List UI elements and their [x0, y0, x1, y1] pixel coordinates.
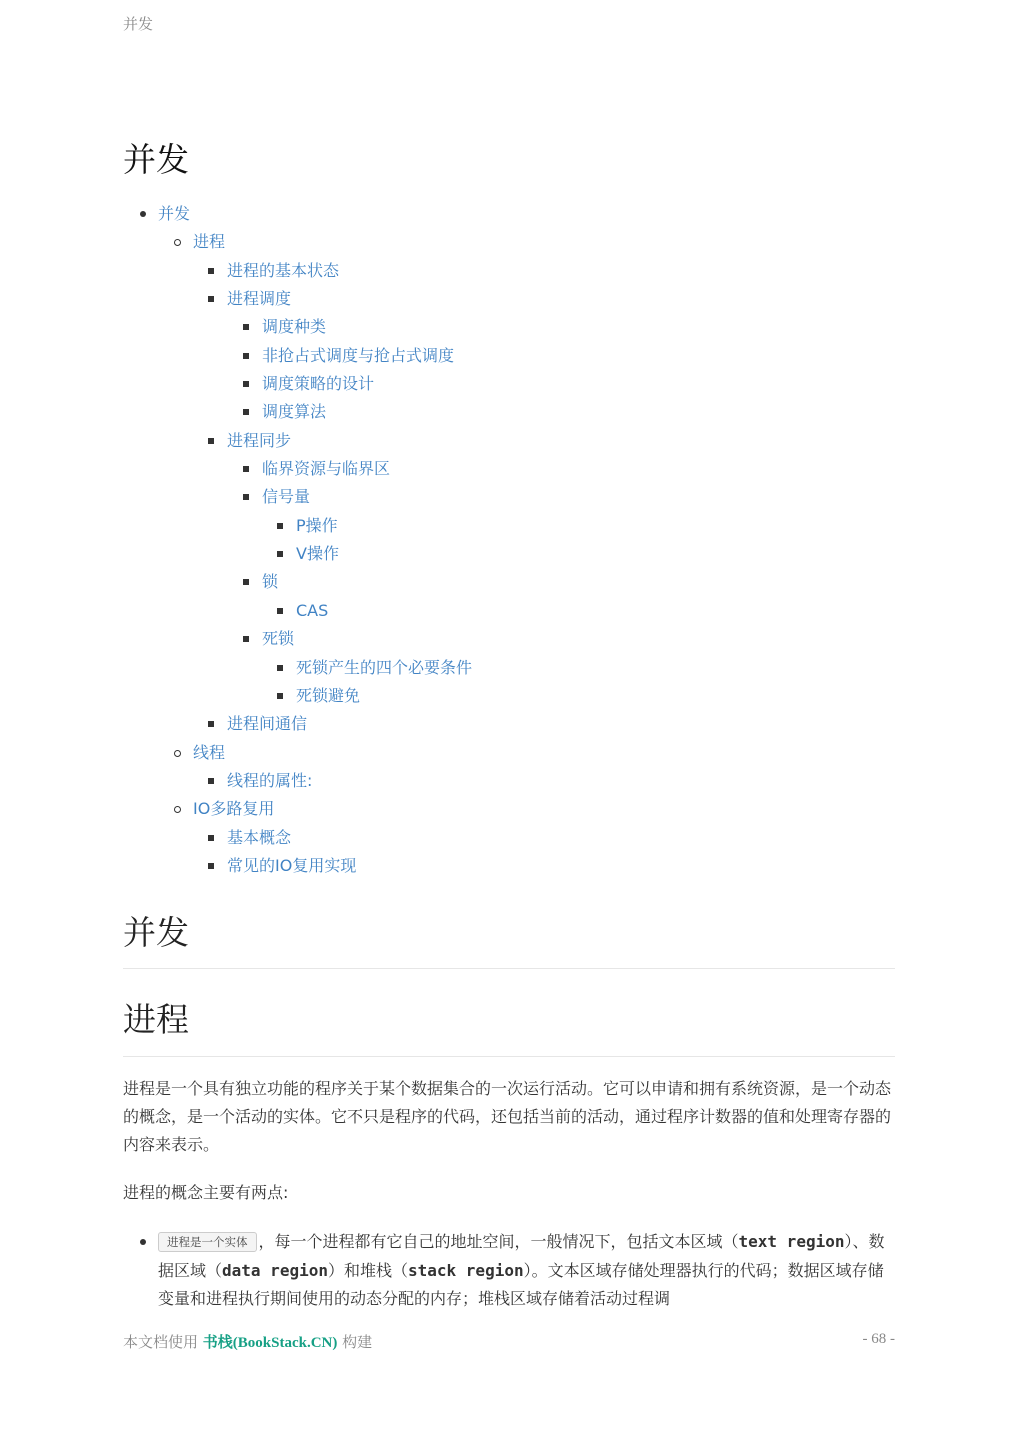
toc-item	[123, 257, 895, 285]
toc-item	[123, 597, 895, 625]
toc-bullet	[277, 523, 283, 529]
toc-link[interactable]: IO多路复用	[193, 799, 275, 819]
section-divider	[123, 968, 895, 969]
table-of-contents	[123, 200, 895, 880]
inline-code: data region	[222, 1260, 328, 1280]
toc-bullet	[208, 721, 214, 727]
text-span: ）。文本区域存储处理器执行的代码；数据区域存储变量和进程执行期间使用的动态分配的内存；堆栈区域存储着活动过程调	[158, 1260, 884, 1308]
text-span: ）和堆栈（	[327, 1260, 408, 1280]
toc-item	[123, 824, 895, 852]
toc-item	[123, 370, 895, 398]
toc-bullet	[208, 268, 214, 274]
toc-item	[123, 654, 895, 682]
toc-link[interactable]: P操作	[296, 515, 338, 535]
toc-item	[123, 739, 895, 767]
toc-link[interactable]: 死锁	[262, 629, 295, 649]
toc-bullet	[243, 353, 249, 359]
bullet-dot	[140, 1239, 146, 1245]
inline-code: text region	[738, 1232, 845, 1251]
toc-bullet	[277, 551, 283, 557]
text-span: ，每一个进程都有它自己的地址空间，一般情况下，包括文本区域（	[258, 1232, 739, 1251]
section-heading-concurrency: 并发	[123, 913, 189, 952]
toc-item	[123, 313, 895, 341]
toc-item	[123, 682, 895, 710]
footer-prefix: 本文档使用	[123, 1333, 199, 1351]
toc-item	[123, 540, 895, 568]
toc-link[interactable]: 信号量	[262, 487, 311, 507]
toc-item	[123, 852, 895, 880]
toc-item	[123, 568, 895, 596]
toc-bullet	[174, 750, 181, 757]
footer-suffix: 构建	[342, 1333, 373, 1351]
toc-link[interactable]: 常见的IO复用实现	[227, 855, 357, 875]
toc-item	[123, 427, 895, 455]
footer-credit	[123, 1331, 372, 1352]
bookstack-link[interactable]: 书栈(BookStack.CN)	[202, 1335, 338, 1351]
toc-item	[123, 767, 895, 795]
page-title: 并发	[123, 140, 189, 179]
page-number: - 68 -	[862, 1331, 895, 1347]
toc-bullet	[243, 494, 249, 500]
toc-link[interactable]: 进程的基本状态	[227, 260, 340, 280]
inline-tag: 进程是一个实体	[158, 1232, 257, 1252]
process-definition-paragraph: 进程是一个具有独立功能的程序关于某个数据集合的一次运行活动。它可以申请和拥有系统资源，是一个动态的概念，是一个活动的实体。它不只是程序的代码，还包括当前的活动，通过程序计数器的值和处理寄存器的内容来表示。	[123, 1079, 892, 1154]
toc-bullet	[243, 324, 249, 330]
toc-link[interactable]: 调度算法	[262, 402, 327, 422]
toc-item	[123, 512, 895, 540]
toc-bullet	[208, 296, 214, 302]
toc-link[interactable]: 非抢占式调度与抢占式调度	[262, 345, 455, 365]
toc-link[interactable]: 进程调度	[227, 289, 292, 309]
toc-bullet	[243, 636, 249, 642]
toc-item	[123, 342, 895, 370]
toc-bullet	[277, 608, 283, 614]
toc-link[interactable]: 基本概念	[227, 827, 292, 847]
toc-bullet	[140, 211, 146, 217]
toc-bullet	[174, 239, 181, 246]
toc-item	[123, 228, 895, 256]
toc-link[interactable]: 死锁产生的四个必要条件	[296, 657, 473, 677]
toc-item	[123, 200, 895, 228]
toc-link[interactable]: 调度策略的设计	[262, 374, 375, 394]
running-header: 并发	[123, 15, 154, 33]
toc-link[interactable]: 进程间通信	[227, 714, 308, 734]
toc-link[interactable]: 线程	[193, 742, 226, 762]
toc-item	[123, 710, 895, 738]
toc-bullet	[277, 665, 283, 671]
toc-list	[123, 200, 895, 880]
toc-item	[123, 398, 895, 426]
toc-link[interactable]: 线程的属性:	[227, 770, 313, 790]
toc-link[interactable]: 死锁避免	[296, 685, 361, 705]
toc-bullet	[243, 466, 249, 472]
toc-bullet	[277, 693, 283, 699]
toc-link[interactable]: 进程同步	[227, 430, 292, 450]
toc-link[interactable]: 并发	[158, 204, 191, 223]
toc-link[interactable]: 调度种类	[262, 317, 327, 337]
toc-bullet	[208, 835, 214, 841]
toc-bullet	[208, 778, 214, 784]
toc-link[interactable]: 进程	[193, 232, 226, 252]
toc-link[interactable]: CAS	[296, 600, 329, 620]
toc-bullet	[208, 438, 214, 444]
toc-item	[123, 455, 895, 483]
toc-bullet	[243, 579, 249, 585]
list-item-text	[158, 1228, 893, 1314]
toc-item	[123, 795, 895, 823]
toc-link[interactable]: 锁	[262, 572, 279, 592]
section-divider	[123, 1056, 895, 1057]
toc-bullet	[243, 409, 249, 415]
text-span: ）、数据区域（	[158, 1232, 885, 1280]
section-heading-process: 进程	[123, 1000, 189, 1039]
toc-link[interactable]: V操作	[296, 544, 339, 564]
toc-item	[123, 285, 895, 313]
toc-item	[123, 625, 895, 653]
toc-bullet	[208, 863, 214, 869]
toc-bullet	[243, 381, 249, 387]
toc-bullet	[174, 806, 181, 813]
inline-code: stack region	[408, 1260, 524, 1280]
toc-link[interactable]: 临界资源与临界区	[262, 459, 391, 479]
process-concept-intro: 进程的概念主要有两点:	[123, 1183, 289, 1202]
toc-item	[123, 483, 895, 511]
